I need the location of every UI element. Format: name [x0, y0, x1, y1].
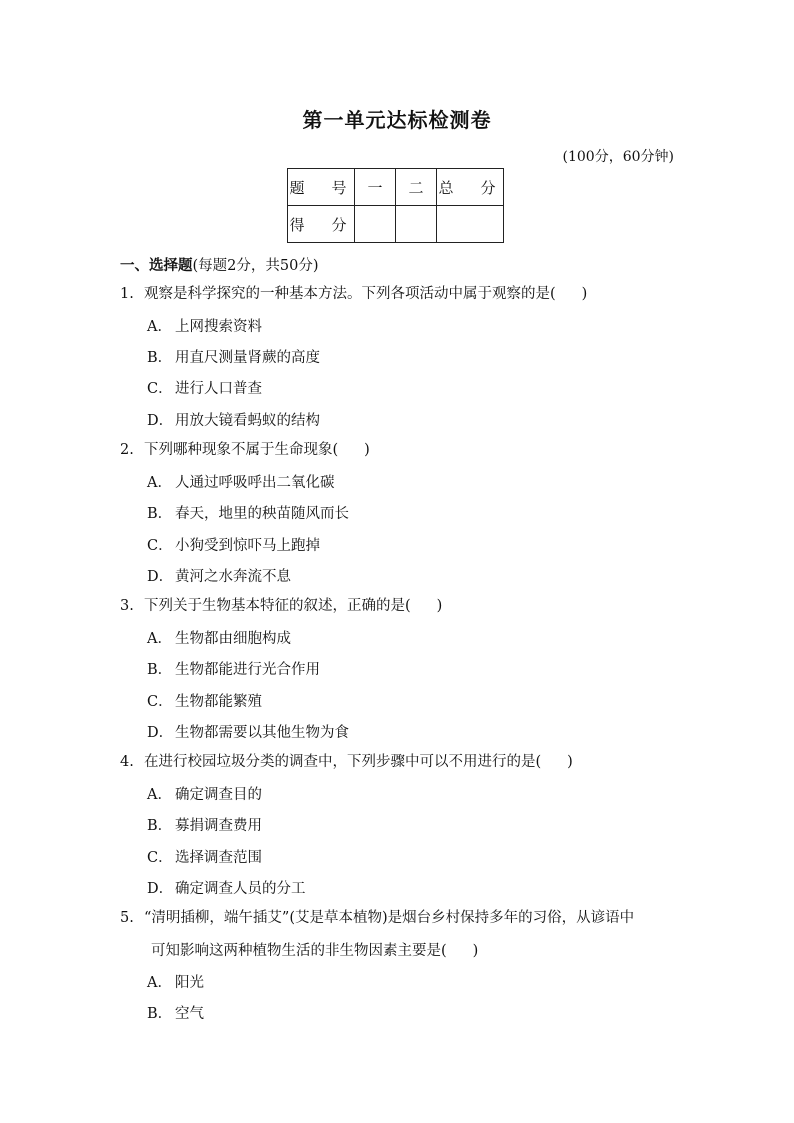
- question-close-paren: ): [436, 598, 443, 614]
- q4-option-b: [147, 814, 262, 835]
- option-label: C．: [147, 694, 173, 710]
- q2-option-d: [147, 565, 291, 586]
- question-close-paren: ): [581, 286, 588, 302]
- question-number: 2.: [120, 442, 134, 458]
- option-label: A．: [147, 319, 172, 335]
- question-number: 4.: [120, 754, 134, 770]
- q1-option-c: [147, 377, 262, 398]
- q4-option-a: [147, 783, 262, 804]
- option-text: 空气: [175, 1006, 204, 1022]
- score-cell-total-label: 总 分: [437, 169, 504, 206]
- option-label: C．: [147, 538, 173, 554]
- question-text: 下列关于生物基本特征的叙述，正确的是(: [144, 598, 411, 614]
- question-4: [120, 752, 573, 772]
- question-1: [120, 284, 587, 304]
- option-text: 生物都能进行光合作用: [175, 662, 320, 678]
- option-text: 用直尺测量肾蕨的高度: [175, 350, 320, 366]
- question-5-continuation: [151, 939, 478, 960]
- q1-option-a: [147, 315, 262, 336]
- q2-option-b: [147, 502, 349, 523]
- question-close-paren: ): [364, 442, 370, 458]
- score-cell-part-one: 一: [355, 169, 396, 206]
- option-label: D．: [147, 881, 174, 897]
- option-label: C．: [147, 850, 173, 866]
- option-label: B．: [147, 1006, 173, 1022]
- option-text: 生物都由细胞构成: [175, 631, 291, 647]
- option-label: B．: [147, 350, 173, 366]
- q4-option-d: [147, 877, 306, 898]
- score-cell-question-no-label: 题 号: [288, 169, 355, 206]
- score-cell-score-label: 得 分: [288, 206, 355, 243]
- option-label: A．: [147, 631, 172, 647]
- option-label: C．: [147, 381, 173, 397]
- option-text: 生物都需要以其他生物为食: [175, 725, 349, 741]
- q3-option-c: [147, 690, 262, 711]
- option-text: 用放大镜看蚂蚁的结构: [175, 413, 320, 429]
- question-number: 1.: [120, 286, 134, 302]
- question-number: 5.: [120, 910, 134, 926]
- q5-option-a: [147, 971, 204, 992]
- option-label: A．: [147, 975, 172, 991]
- q1-option-b: [147, 346, 320, 367]
- option-label: B．: [147, 506, 173, 522]
- question-2: [120, 440, 370, 460]
- score-table-score-row: [288, 206, 504, 243]
- option-text: 募捐调查费用: [175, 818, 262, 834]
- q2-option-a: [147, 471, 335, 492]
- option-label: B．: [147, 818, 173, 834]
- option-text: 确定调查目的: [175, 787, 262, 803]
- option-text: 阳光: [175, 975, 204, 991]
- option-text: 黄河之水奔流不息: [175, 569, 291, 585]
- q3-option-a: [147, 627, 291, 648]
- question-5: [120, 908, 634, 928]
- q3-option-b: [147, 658, 320, 679]
- option-label: B．: [147, 662, 173, 678]
- option-label: A．: [147, 787, 172, 803]
- question-number: 3.: [120, 598, 134, 614]
- q5-option-b: [147, 1002, 204, 1023]
- q4-option-c: [147, 846, 262, 867]
- exam-title: 第一单元达标检测卷: [302, 108, 492, 132]
- score-cell-part-two: 二: [396, 169, 437, 206]
- question-text: 观察是科学探究的一种基本方法。下列各项活动中属于观察的是(: [144, 286, 556, 302]
- option-text: 生物都能繁殖: [175, 694, 262, 710]
- score-cell-part-two-score: [396, 206, 437, 243]
- section-detail: (每题2分，共50分): [192, 258, 319, 274]
- option-text: 确定调查人员的分工: [175, 881, 306, 897]
- score-cell-part-one-score: [355, 206, 396, 243]
- option-text: 春天，地里的秧苗随风而长: [175, 506, 349, 522]
- option-label: A．: [147, 475, 172, 491]
- section-label: 一、选择题: [120, 258, 193, 274]
- question-3: [120, 596, 442, 616]
- score-table: [287, 168, 504, 243]
- question-text: “清明插柳，端午插艾”(艾是草本植物)是烟台乡村保持多年的习俗，从谚语中: [144, 910, 635, 926]
- option-label: D．: [147, 569, 174, 585]
- option-text: 小狗受到惊吓马上跑掉: [175, 538, 320, 554]
- q3-option-d: [147, 721, 349, 742]
- score-table-header-row: [288, 169, 504, 206]
- option-label: D．: [147, 725, 174, 741]
- score-cell-total-score: [437, 206, 504, 243]
- option-label: D．: [147, 413, 174, 429]
- option-text: 进行人口普查: [175, 381, 262, 397]
- question-text: 下列哪种现象不属于生命现象(: [144, 442, 339, 458]
- question-close-paren: ): [472, 943, 479, 959]
- option-text: 选择调查范围: [175, 850, 262, 866]
- question-close-paren: ): [567, 754, 573, 770]
- q1-option-d: [147, 409, 320, 430]
- q2-option-c: [147, 534, 320, 555]
- exam-subtitle: (100分，60分钟): [562, 149, 674, 165]
- section-heading: [120, 254, 319, 275]
- question-text-continued: 可知影响这两种植物生活的非生物因素主要是(: [151, 943, 447, 959]
- question-text: 在进行校园垃圾分类的调查中，下列步骤中可以不用进行的是(: [144, 754, 542, 770]
- option-text: 上网搜索资料: [175, 319, 262, 335]
- option-text: 人通过呼吸呼出二氧化碳: [175, 475, 335, 491]
